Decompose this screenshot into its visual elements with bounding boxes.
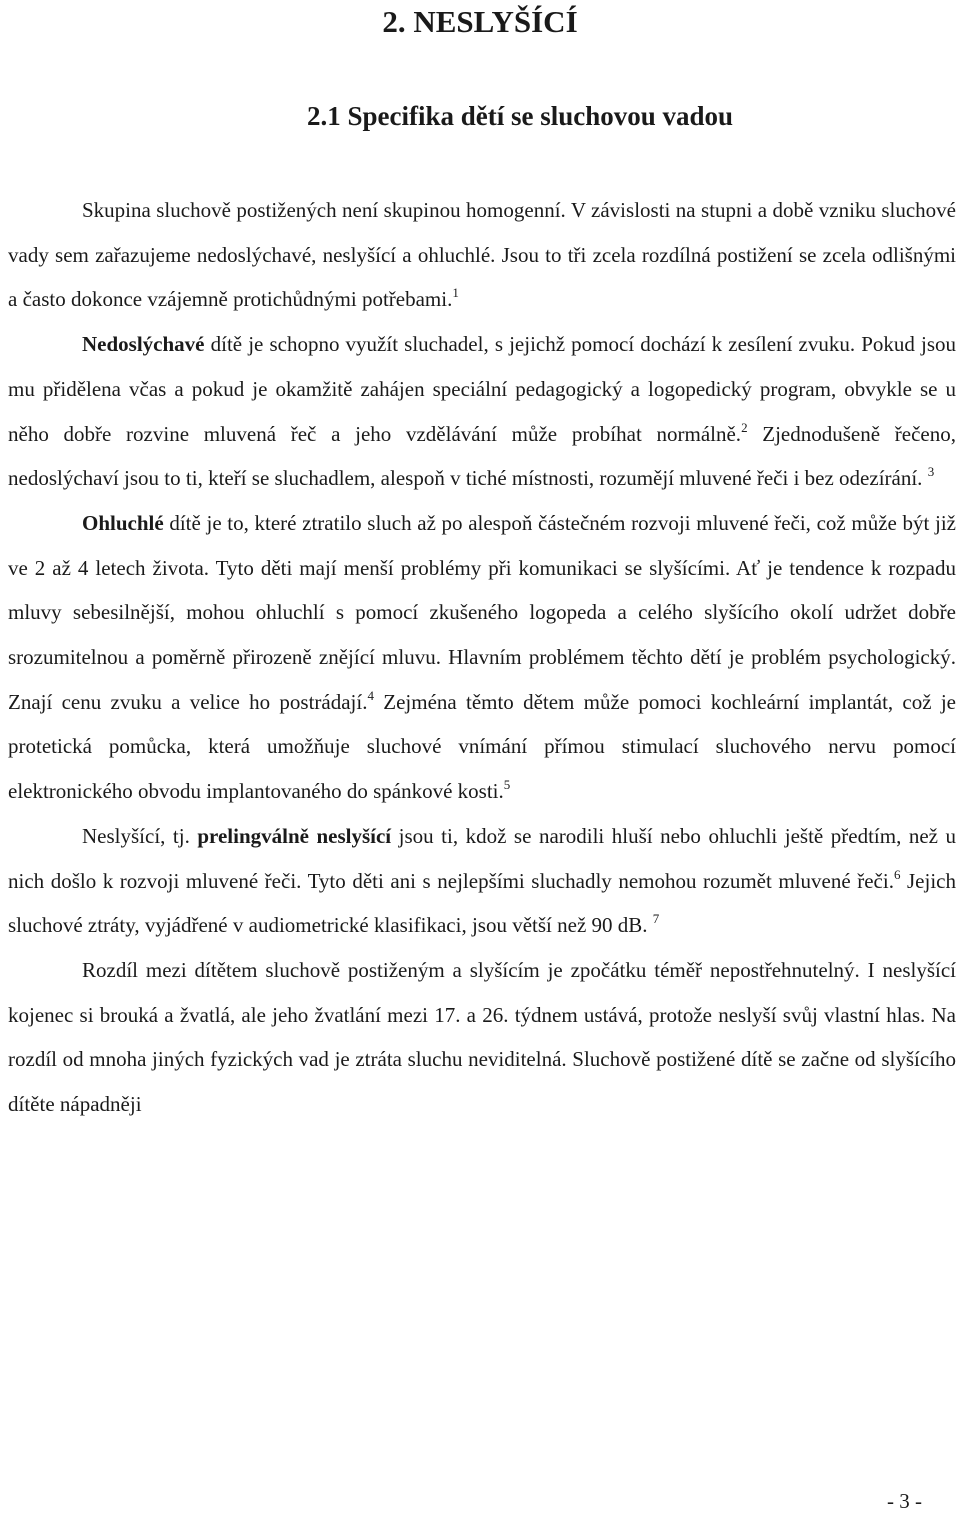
body-text (8, 188, 956, 1127)
page-number-text: - 3 - (887, 1489, 922, 1513)
page-number (0, 1488, 960, 1514)
footnote-ref: 5 (503, 777, 511, 793)
paragraph-text: Skupina sluchově postižených není skupinou homogenní. V závislosti na stupni a době vzniku sluchové vady sem zařazujeme nedoslýchavé, neslyšící a ohluchlé. Jsou to tři zcela rozdílná postižení se zcela odlišnými a často dokonce vzájemně protichůdnými potřebami. (8, 198, 956, 312)
term-prelingual-deaf: prelingválně neslyšící (197, 823, 392, 848)
paragraph-text: dítě je to, které ztratilo sluch až po alespoň částečném rozvoji mluvené řeči, což může být již ve 2 až 4 letech života. Tyto děti mají menší problémy při komunikaci se slyšícími. Ať je tendence k rozpadu mluvy sebesilnější, mohou ohluchlí s pomocí zkušeného logopeda a celého slyšícího okolí udržet dobře srozumitelnou a poměrně přirozeně znějící mluvu. Hlavním problémem těchto dětí je problém psychologický. Znají cenu zvuku a velice ho postrádají. (8, 510, 956, 714)
footnote-ref: 7 (652, 911, 660, 927)
paragraph-3 (8, 501, 956, 814)
paragraph-5 (8, 948, 956, 1127)
paragraph-text: Jejich sluchové ztráty, vyjádřené v audiometrické klasifikaci, jsou větší než 90 dB. (8, 868, 956, 938)
term-hard-of-hearing: Nedoslýchavé (82, 332, 205, 357)
paragraph-text: Zjednodušeně řečeno, nedoslýchaví jsou to ti, kteří se sluchadlem, alespoň v tiché místnosti, rozumějí mluvené řeči i bez odezírání. (8, 421, 956, 491)
section-title: 2.1 Specifika dětí se sluchovou vadou (306, 101, 734, 131)
paragraph-text: Neslyšící, tj. (82, 823, 198, 848)
footnote-ref: 6 (893, 866, 901, 882)
paragraph-1 (8, 188, 956, 322)
paragraph-text: jsou ti, kdož se narodili hluší nebo ohluchli ještě předtím, než u nich došlo k rozvoji mluvené řeči. Tyto děti ani s nejlepšími sluchadly nemohou rozumět mluvené řeči. (8, 823, 956, 893)
footnote-ref: 3 (927, 464, 935, 480)
chapter-title: 2. NESLYŠÍCÍ (382, 4, 578, 39)
footnote-ref: 4 (367, 687, 374, 703)
paragraph-text: Zejména těmto dětem může pomoci kochleární implantát, což je protetická pomůcka, která umožňuje sluchové vnímání přímou stimulací sluchového nervu pomocí elektronického obvodu implantovaného do spánkové kosti. (8, 689, 957, 804)
paragraph-text: dítě je schopno využít sluchadel, s jejichž pomocí dochází k zesílení zvuku. Pokud jsou mu přidělena včas a pokud je okamžitě zahájen speciální pedagogický a logopedický program, obvykle se u něho dobře rozvine mluvená řeč a jeho vzdělávání může probíhat normálně. (8, 332, 956, 446)
paragraph-text: Rozdíl mezi dítětem sluchově postiženým a slyšícím je zpočátku téměř nepostřehnutelný. I neslyšící kojenec si brouká a žvatlá, ale jeho žvatlání mezi 17. a 26. týdnem ustává, protože neslyší svůj vlastní hlas. Na rozdíl od mnoha jiných fyzických vad je ztráta sluchu neviditelná. Sluchově postižené dítě se začne od slyšícího dítěte nápadněji (8, 957, 956, 1117)
paragraph-4 (8, 814, 956, 948)
footnote-ref: 1 (452, 285, 459, 301)
term-deafened: Ohluchlé (82, 510, 164, 535)
footnote-ref: 2 (741, 419, 748, 435)
paragraph-2 (8, 322, 956, 501)
